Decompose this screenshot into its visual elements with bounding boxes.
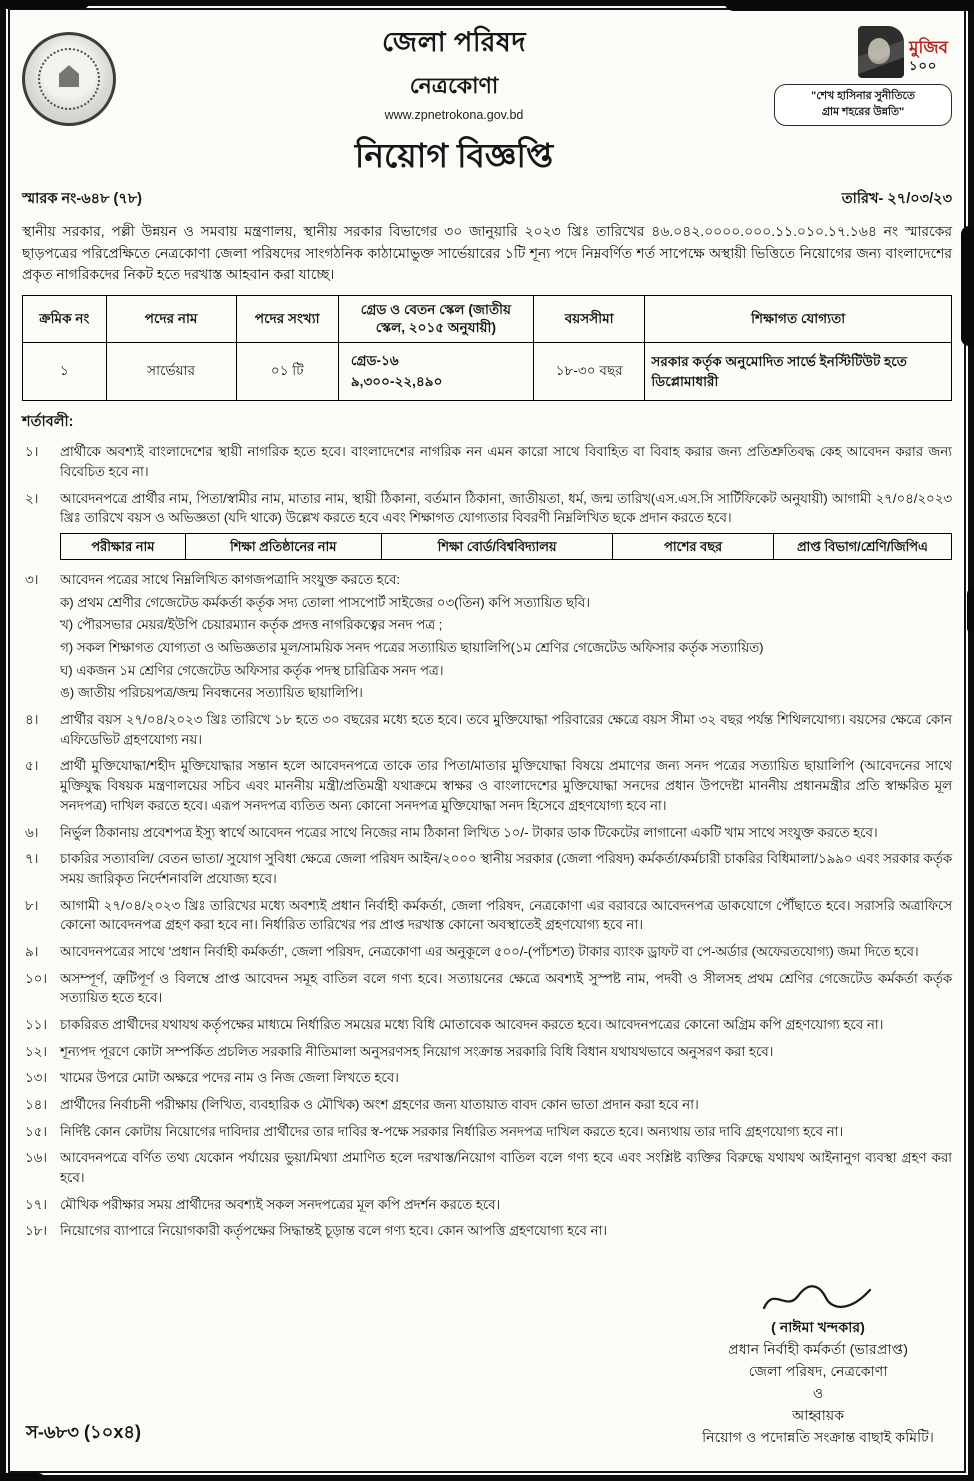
condition-number: ১৫। <box>25 1123 48 1139</box>
notice-title: নিয়োগ বিজ্ঞপ্তি <box>354 137 554 174</box>
zila-parishad-seal-icon <box>22 32 116 126</box>
grade-line2: ৯,৩০০-২২,৪৯০ <box>350 373 443 389</box>
document-body <box>4 4 970 1477</box>
signature-conjunction: ও <box>812 1386 824 1402</box>
cell-post-name: সার্ভেয়ার <box>106 343 236 401</box>
education-table-header-row <box>61 534 952 560</box>
condition-text: আবেদন পত্রের সাথে নিম্নলিখিত কাগজপত্রাদি সংযুক্ত করতে হবে: <box>60 572 401 588</box>
condition-item-12 <box>22 1042 952 1062</box>
condition-subitem-ga: গ) সকল শিক্ষাগত যোগ্যতা ও অভিজ্ঞতার মূল/সাময়িক সনদ পত্রের সত্যায়িত ছায়ালিপি(১ম শ্রেণির গেজেটেড অফিসার কর্তৃক সত্যায়িত) <box>60 640 764 656</box>
condition-item-2 <box>22 489 952 563</box>
memo-number: স্মারক নং-৬৪৮ (৭৮) <box>22 191 142 207</box>
col-post-count: পদের সংখ্যা <box>236 295 338 343</box>
signer-name: ( নাঈমা খন্দকার) <box>771 1320 865 1336</box>
seal-wrap <box>22 18 134 126</box>
col-post-name: পদের নাম <box>106 295 236 343</box>
condition-item-16 <box>22 1148 952 1187</box>
condition-text: নির্ভুল ঠিকানায় প্রবেশপত্র ইস্যু স্বার্থে আবেদন পত্রের সাথে নিজের নাম ঠিকানা লিখিত ১০/- টাকার ডাক টিকেটের লাগানো একটি খাম সাথে সংযুক্ত করতে হবে। <box>60 824 878 840</box>
condition-number: ১৪। <box>25 1096 48 1112</box>
scan-artifact-top-left <box>0 0 90 9</box>
edu-col-gpa: প্রাপ্ত বিভাগ/শ্রেণি/জিপিএ <box>773 534 951 560</box>
mujib-logo-text <box>909 39 948 78</box>
condition-text: নিয়োগের ব্যাপারে নিয়োগকারী কর্তৃপক্ষের সিদ্ধান্তই চূড়ান্ত বলে গণ্য হবে। কোন আপত্তি গ্রহণযোগ্য হবে না। <box>60 1223 608 1239</box>
cell-grade-scale <box>338 343 533 401</box>
condition-text: চাকরির সত্যাবলি/ বেতন ভাতা/ সুযোগ সুবিধা ক্ষেত্রে জেলা পরিষদ আইন/২০০০ স্থানীয় সরকার (জেলা পরিষদ) কর্মকর্তা/কর্মচারী চাকরির বিধিমালা/১৯৯০ এবং সরকার কর্তৃক সময় জারিকৃত নির্দেশনাবলি প্রযোজ্য হবে। <box>60 851 952 886</box>
condition-text: আবেদনপত্রে প্রার্থীর নাম, পিতা/স্বামীর নাম, মাতার নাম, স্থায়ী ঠিকানা, বর্তমান ঠিকানা, জাতীয়তা, ধর্ম, জন্ম তারিখ(এস.এস.সি সার্টিফিকেট অনুযায়ী) আগামী ২৭/০৪/২০২৩ খ্রিঃ তারিখে বয়স ও অভিজ্ঞতা (যদি থাকে) উল্লেখ করতে হবে এবং শিক্ষাগত যোগ্যতার বিবরণী নিম্নলিখিত ছকে প্রদান করতে হবে। <box>60 490 952 526</box>
scan-artifact-right-mid <box>967 588 974 634</box>
district-name: নেত্রকোণা <box>409 73 499 98</box>
condition-item-4 <box>22 710 952 749</box>
condition-item-17 <box>22 1195 952 1215</box>
col-qualification: শিক্ষাগত যোগ্যতা <box>645 295 952 343</box>
condition-text: খামের উপরে মোটা অক্ষরে পদের নাম ও নিজ জেলা লিখতে হবে। <box>60 1070 399 1086</box>
grade-line1: গ্রেড-১৬ <box>350 353 399 369</box>
condition-text: চাকরিরত প্রার্থীদের যথাযথ কর্তৃপক্ষের মাধ্যমে নির্ধারিত সময়ের মধ্যে বিধি মোতাবেক আবেদন করতে হবে। আবেদনপত্রের কোনো অগ্রিম কপি গ্রহণযোগ্য হবে না। <box>60 1016 884 1032</box>
condition-item-15 <box>22 1122 952 1142</box>
condition-body <box>60 489 952 563</box>
mujib100-logo <box>774 18 952 126</box>
handwritten-signature <box>702 1281 934 1317</box>
conditions-heading: শর্তাবলী: <box>22 414 74 431</box>
condition-item-14 <box>22 1095 952 1115</box>
cell-qualification: সরকার কর্তৃক অনুমোদিত সার্ভে ইনস্টিটিউট হতে ডিপ্লোমাধারী <box>645 343 952 401</box>
notice-date: তারিখ- ২৭/০৩/২৩ <box>841 191 952 207</box>
condition-number: ৮। <box>25 897 39 913</box>
condition-text: আবেদনপত্রে বর্ণিত তথ্য যেকোন পর্যায়ের ভুয়া/মিথ্যা প্রমাণিত হলে দরখাস্ত/নিয়োগ বাতিল বলে গণ্য হবে এবং সংশ্লিষ্ট ব্যক্তির বিরুদ্ধে যথাযথ আইনানুগ ব্যবস্থা গ্রহণ করা হবে। <box>60 1150 952 1185</box>
signature-stroke-icon <box>758 1281 878 1317</box>
signer-committee: নিয়োগ ও পদোন্নতি সংক্রান্ত বাছাই কমিটি। <box>702 1430 934 1446</box>
col-grade-scale: গ্রেড ও বেতন স্কেল (জাতীয় স্কেল, ২০১৫ অনুযায়ী) <box>338 295 533 343</box>
scan-artifact-bottom-left <box>0 1473 46 1481</box>
edu-col-exam: পরীক্ষার নাম <box>61 534 186 560</box>
seal-emblem-icon <box>38 48 100 110</box>
condition-item-13 <box>22 1068 952 1088</box>
condition-number: ৭। <box>25 851 39 867</box>
signer-title: প্রধান নির্বাহী কর্মকর্তা (ভারপ্রাপ্ত) <box>728 1342 908 1358</box>
condition-text: মৌখিক পরীক্ষার সময় প্রার্থীদের অবশ্যই সকল সনদপত্রের মূল কপি প্রদর্শন করতে হবে। <box>60 1196 501 1212</box>
condition-text: আগামী ২৭/০৪/২০২৩ খ্রিঃ তারিখের মধ্যে অবশ্যই প্রধান নির্বাহী কর্মকর্তা, জেলা পরিষদ, নেত্রকোণা এর বরাবরে আবেদনপত্র ডাকযোগে পৌঁছাতে হবে। সরাসরি অত্রাফিসে কোনো আবেদনপত্র গ্রহণ করা হবে না। নির্ধারিত তারিখের পর প্রাপ্ত দরখাস্ত কোনো অবস্থাতেই গ্রহণযোগ্য হবে না। <box>60 897 952 933</box>
condition-text: অসম্পূর্ণ, ত্রুটিপূর্ণ ও বিলম্বে প্রাপ্ত আবেদন সমূহ বাতিল বলে গণ্য হবে। সত্যায়নের ক্ষেত্রে অবশ্যই সুস্পষ্ট নাম, পদবী ও সীলসহ প্রথম শ্রেণির গেজেটেড কর্মকর্তা কর্তৃক সত্যায়িত হতে হবে। <box>60 970 952 1006</box>
post-table <box>22 295 952 402</box>
condition-item-7 <box>22 849 952 888</box>
edu-col-board: শিক্ষা বোর্ড/বিশ্ববিদ্যালয় <box>381 534 613 560</box>
condition-item-3 <box>22 570 952 703</box>
condition-subitem-ka: ক) প্রথম শ্রেণীর গেজেটেড কর্মকর্তা কর্তৃক সদ্য তোলা পাসপোর্ট সাইজের ০৩(তিন) কপি সত্যায়িত ছবি। <box>60 594 590 610</box>
mujib-portrait-icon <box>858 26 904 78</box>
condition-number: ৫। <box>25 758 39 774</box>
edu-col-institute: শিক্ষা প্রতিষ্ঠানের নাম <box>185 534 381 560</box>
col-age-limit: বয়সসীমা <box>533 295 644 343</box>
condition-item-18 <box>22 1221 952 1241</box>
scan-artifact-top-right <box>724 0 974 11</box>
condition-number: ৬। <box>25 824 39 840</box>
document-header <box>22 18 952 186</box>
mujib-tagline-line2: গ্রাম শহরের উন্নতি" <box>821 105 905 118</box>
condition-item-5 <box>22 756 952 815</box>
mujib-tagline <box>774 84 952 126</box>
condition-subitem-uma: ঙ) জাতীয় পরিচয়পত্র/জন্ম নিবন্ধনের সত্যায়িত ছায়ালিপি। <box>60 685 363 701</box>
intro-paragraph: স্থানীয় সরকার, পল্লী উন্নয়ন ও সমবায় মন্ত্রণালয়, স্থানীয় সরকার বিভাগের ৩০ জানুয়ারি ২০২৩ খ্রিঃ তারিখের ৪৬.০৪২.০০০০.০০০.১১.০১০.১৭.১৬৪ নং স্মারকের ছাড়পত্রের পরিপ্রেক্ষিতে নেত্রকোণা জেলা পরিষদের সাংগঠনিক কাঠামোভুক্ত সার্ভেয়ারের ১টি শূন্য পদে নিম্নবর্ণিত শর্ত সাপেক্ষে অস্থায়ী ভিত্তিতে নিয়োগের জন্য বাংলাদেশের প্রকৃত নাগরিকদের নিকট হতে দরখাস্ত আহবান করা যাচ্ছে। <box>22 223 952 283</box>
condition-number: ১৩। <box>25 1070 48 1086</box>
condition-text: প্রার্থীকে অবশ্যই বাংলাদেশের স্থায়ী নাগরিক হতে হবে। বাংলাদেশের নাগরিক নন এমন কারো সাথে বিবাহিত বা বিবাহ করার জন্য প্রতিশ্রুতিবদ্ধ কেহ আবেদন করার জন্য বিবেচিত হবে না। <box>60 444 952 479</box>
condition-number: ১১। <box>25 1016 48 1032</box>
condition-number: ১৬। <box>25 1150 48 1166</box>
condition-text: নির্দিষ্ট কোন কোটায় নিয়োগের দাবিদার প্রার্থীদের তার দাবির স্ব-পক্ষে সরকার নির্ধারিত সনদপত্র দাখিল করতে হবে। অন্যথায় তার দাবি গ্রহণযোগ্য হবে না। <box>60 1123 844 1139</box>
condition-number: ১৭। <box>25 1196 48 1212</box>
mujib-word: মুজিব <box>909 38 948 58</box>
condition-number: ৯। <box>25 943 39 959</box>
edu-col-year: পাশের বছর <box>613 534 773 560</box>
website-url: www.zpnetrokona.gov.bd <box>384 108 524 122</box>
cell-post-count: ০১ টি <box>236 343 338 401</box>
condition-item-1 <box>22 442 952 481</box>
signer-org: জেলা পরিষদ, নেত্রকোণা <box>748 1364 888 1380</box>
condition-text: প্রার্থীর বয়স ২৭/০৪/২০২৩ খ্রিঃ তারিখে ১৮ হতে ৩০ বছরের মধ্যে হতে হবে। তবে মুক্তিযোদ্ধা পরিবারের ক্ষেত্রে বয়স সীমা ৩২ বছর পর্যন্ত শিথিলযোগ্য। বয়সের ক্ষেত্রে কোন এফিডেভিট গ্রহণযোগ্য নয়। <box>60 712 952 747</box>
condition-subitem-kha: খ) পৌরসভার মেয়র/ইউপি চেয়ারম্যান কর্তৃক প্রদত্ত নাগরিকত্বের সনদ পত্র ; <box>60 617 443 633</box>
condition-body <box>60 570 952 703</box>
condition-number: ৩। <box>25 572 39 588</box>
condition-item-10 <box>22 969 952 1008</box>
condition-number: ৪। <box>25 712 39 728</box>
mujib-tagline-line1: "শেখ হাসিনার সুনীতিতে <box>811 90 915 102</box>
condition-number: ১২। <box>25 1043 48 1059</box>
post-table-row <box>23 343 952 401</box>
cell-age-limit: ১৮-৩০ বছর <box>533 343 644 401</box>
mujib-number: ১০০ <box>909 58 938 73</box>
condition-text: আবেদনপত্রের সাথে 'প্রধান নির্বাহী কর্মকর্তা', জেলা পরিষদ, নেত্রকোণা এর অনুকূলে ৫০০/-(পাঁচশত) টাকার ব্যাংক ড্রাফট বা পে-অর্ডার (অফেরতযোগ্য) জমা দিতে হবে। <box>60 943 919 959</box>
footer-press-code: স-৬৮৩ (১০x৪) <box>26 1422 142 1442</box>
post-table-header-row <box>23 295 952 343</box>
condition-text: প্রার্থীদের নির্বাচনী পরীক্ষায় (লিখিত, ব্যবহারিক ও মৌখিক) অংশ গ্রহণের জন্য যাতায়াত বাবদ কোন ভাতা প্রদান করা হবে না। <box>60 1096 699 1112</box>
col-serial: ক্রমিক নং <box>23 295 107 343</box>
cell-serial: ১ <box>23 343 107 401</box>
org-name: জেলা পরিষদ <box>381 27 527 57</box>
memo-row <box>22 188 952 212</box>
condition-text: প্রার্থী মুক্তিযোদ্ধা/শহীদ মুক্তিযোদ্ধার সন্তান হলে আবেদনপত্রে তাকে তার পিতা/মাতার মুক্তিযোদ্ধা বিষয়ে প্রমাণের জন্য সনদ পত্রের সত্যায়িত ছায়ালিপি (আবেদনের সাথে মুক্তিযুদ্ধ বিষয়ক মন্ত্রণালয়ের সচিব এবং মাননীয় মন্ত্রী/প্রতিমন্ত্রী যথাক্রমে স্বাক্ষর ও বাংলাদেশের মুক্তিযোদ্ধা সনদের প্রধান উপদেষ্টা মাননীয় প্রধানমন্ত্রীর প্রতি স্বাক্ষরিত মূল সনদপত্র) দাখিল করতে হবে। এরূপ সনদপত্র ব্যতিত অন্য কোনো সনদপত্র মুক্তিযোদ্ধা সনদ হিসেবে গ্রহণযোগ্য হবে না। <box>60 758 952 813</box>
condition-text: শূন্যপদ পূরণে কোটা সম্পর্কিত প্রচলিত সরকারি নীতিমালা অনুসরণসহ নিয়োগ সংক্রান্ত সরকারি বিধি বিধান যথাযথভাবে অনুসরণ করা হবে। <box>60 1043 774 1059</box>
condition-item-11 <box>22 1015 952 1035</box>
mujib100-logo-top <box>774 26 952 78</box>
condition-number: ১। <box>25 444 39 460</box>
condition-number: ১০। <box>25 970 48 986</box>
condition-number: ১৮। <box>25 1223 48 1239</box>
signer-role: আহ্বায়ক <box>791 1408 845 1424</box>
condition-item-9 <box>22 942 952 962</box>
signature-block <box>702 1281 934 1449</box>
header-center <box>134 18 774 186</box>
condition-item-6 <box>22 823 952 843</box>
condition-subitem-gha: ঘ) একজন ১ম শ্রেণির গেজেটেড অফিসার কর্তৃক পদস্থ চারিত্রিক সনদ পত্র। <box>60 662 444 678</box>
education-table <box>60 533 952 560</box>
scan-artifact-right-upper <box>961 226 974 346</box>
condition-item-8 <box>22 896 952 935</box>
condition-number: ২। <box>25 490 39 506</box>
